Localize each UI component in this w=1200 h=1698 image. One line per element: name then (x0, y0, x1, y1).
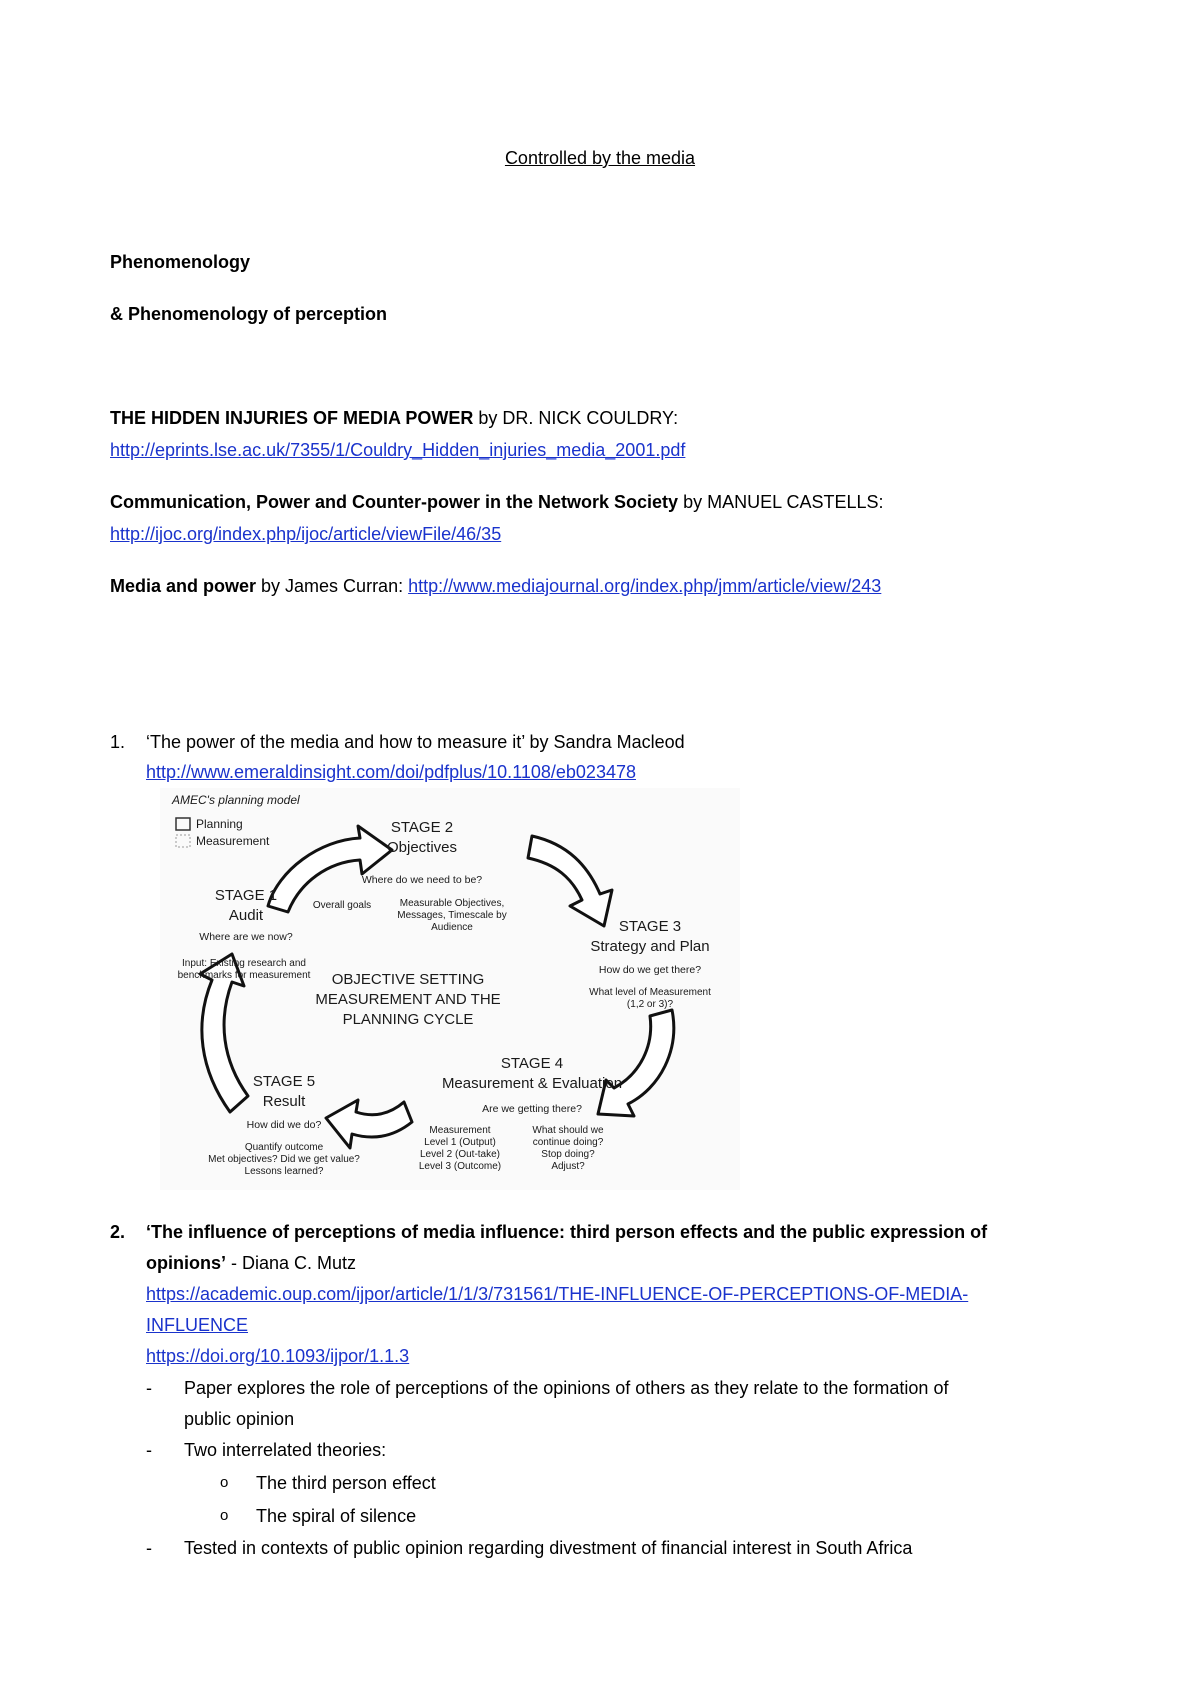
item-2-link-2[interactable]: https://doi.org/10.1093/ijpor/1.1.3 (146, 1346, 410, 1366)
stage-4-review-3: Stop doing? (541, 1149, 595, 1160)
list-number: 1. (110, 732, 126, 752)
bullet-1-line-1: Paper explores the role of perceptions of the opinions of others as they relate to the formation of (184, 1378, 949, 1398)
stage-2-name: STAGE 2 (390, 819, 454, 836)
stage-1-name: STAGE 1 (214, 887, 278, 904)
reference-2-link-line (110, 522, 501, 546)
stage-3-sub: Strategy and Plan (590, 938, 710, 955)
stage-4-name: STAGE 4 (500, 1055, 564, 1072)
reference-1-link-line (110, 438, 685, 462)
item-1-link-line (146, 760, 636, 784)
reference-link[interactable]: http://eprints.lse.ac.uk/7355/1/Couldry_Hidden_injuries_media_2001.pdf (110, 440, 686, 460)
sub-bullet-2: The spiral of silence (256, 1506, 417, 1526)
amec-planning-model-diagram (160, 788, 740, 1190)
item-2-link-2-line (146, 1344, 409, 1368)
stage-5-note-2: Met objectives? Did we get value? (208, 1154, 360, 1165)
item-2-author: - Diana C. Mutz (226, 1253, 357, 1273)
reference-link[interactable]: http://www.mediajournal.org/index.php/jmm/article/view/243 (408, 576, 882, 596)
reference-1 (110, 406, 678, 430)
stage-1-note-1: Input: Existing research and (182, 958, 306, 969)
stage-2-objectives-3: Audience (431, 922, 473, 933)
reference-title: Media and power (110, 576, 257, 596)
sub-bullet-marker: o (220, 1507, 229, 1524)
bullet-dash: - (146, 1538, 152, 1558)
stage-1-sub: Audit (228, 907, 264, 924)
center-title-1: OBJECTIVE SETTING (331, 971, 485, 988)
bullet-1-line-2: public opinion (184, 1409, 295, 1429)
bullet-2: Two interrelated theories: (184, 1440, 387, 1460)
stage-1-note-2: benchmarks for measurement (177, 970, 311, 981)
legend-planning: Planning (196, 817, 243, 831)
stage-4-review-2: continue doing? (532, 1137, 604, 1148)
stage-2-question: Where do we need to be? (361, 874, 483, 886)
item-2-link-1-cont[interactable]: INFLUENCE (146, 1315, 249, 1335)
page-title: Controlled by the media (504, 148, 696, 168)
stage-4-review-1: What should we (532, 1125, 604, 1136)
center-title-3: PLANNING CYCLE (342, 1011, 474, 1028)
stage-5-name: STAGE 5 (252, 1073, 316, 1090)
legend-measurement: Measurement (196, 834, 270, 848)
list-number: 2. (110, 1222, 126, 1242)
reference-3 (110, 574, 881, 598)
item-2-title-line-1: ‘The influence of perceptions of media influence: third person effects and the public expression of (146, 1222, 988, 1242)
item-2-title-line-2 (146, 1251, 356, 1275)
item-2-link-1[interactable]: https://academic.oup.com/ijpor/article/1/1/3/731561/THE-INFLUENCE-OF-PERCEPTIONS-OF-MEDIA- (146, 1284, 969, 1304)
stage-4-level-0: Measurement (429, 1125, 491, 1136)
reference-title: Communication, Power and Counter-power in the Network Society (110, 492, 679, 512)
stage-5-note-3: Lessons learned? (244, 1166, 324, 1177)
stage-4-review-4: Adjust? (551, 1161, 585, 1172)
stage-4-question: Are we getting there? (482, 1103, 582, 1115)
reference-author: by DR. NICK COULDRY: (473, 408, 679, 428)
stage-3-name: STAGE 3 (618, 918, 682, 935)
stage-2-objectives-1: Measurable Objectives, (399, 898, 505, 909)
bullet-dash: - (146, 1440, 152, 1460)
item-1-link[interactable]: http://www.emeraldinsight.com/doi/pdfplus/10.1108/eb023478 (146, 762, 636, 782)
reference-2 (110, 490, 883, 514)
item-2-link-1-line-1 (146, 1282, 968, 1306)
center-title-2: MEASUREMENT AND THE (315, 991, 501, 1008)
item-1-title: ‘The power of the media and how to measure it’ by Sandra Macleod (146, 732, 685, 752)
reference-author: by MANUEL CASTELLS: (678, 492, 884, 512)
item-2-link-1-line-2 (146, 1313, 248, 1337)
stage-5-question: How did we do? (246, 1119, 322, 1131)
bullet-3: Tested in contexts of public opinion regarding divestment of financial interest in South Africa (184, 1538, 913, 1558)
stage-2-objectives-2: Messages, Timescale by (397, 910, 507, 921)
item-2-title-end: opinions’ (146, 1253, 226, 1273)
diagram-header: AMEC's planning model (172, 793, 300, 807)
reference-title: THE HIDDEN INJURIES OF MEDIA POWER (110, 408, 474, 428)
reference-link[interactable]: http://ijoc.org/index.php/ijoc/article/viewFile/46/35 (110, 524, 502, 544)
stage-3-question: How do we get there? (598, 964, 702, 976)
stage-5-note-1: Quantify outcome (244, 1142, 324, 1153)
stage-3-measure-2: (1,2 or 3)? (626, 999, 674, 1010)
stage-4-level-3: Level 3 (Outcome) (418, 1161, 502, 1172)
stage-4-level-2: Level 2 (Out-take) (419, 1149, 501, 1160)
stage-3-measure-1: What level of Measurement (589, 987, 711, 998)
stage-5-sub: Result (262, 1093, 306, 1110)
sub-bullet-1: The third person effect (256, 1473, 436, 1493)
heading-phenomenology-perception: & Phenomenology of perception (110, 304, 388, 324)
heading-phenomenology: Phenomenology (110, 252, 251, 272)
sub-bullet-marker: o (220, 1474, 229, 1491)
stage-4-level-1: Level 1 (Output) (424, 1137, 496, 1148)
stage-2-sub: Objectives (386, 839, 458, 856)
reference-author: by James Curran: (256, 576, 409, 596)
stage-1-question: Where are we now? (199, 931, 293, 943)
stage-4-sub: Measurement & Evaluation (441, 1075, 623, 1092)
stage-2-goals: Overall goals (312, 900, 372, 911)
bullet-dash: - (146, 1378, 152, 1398)
